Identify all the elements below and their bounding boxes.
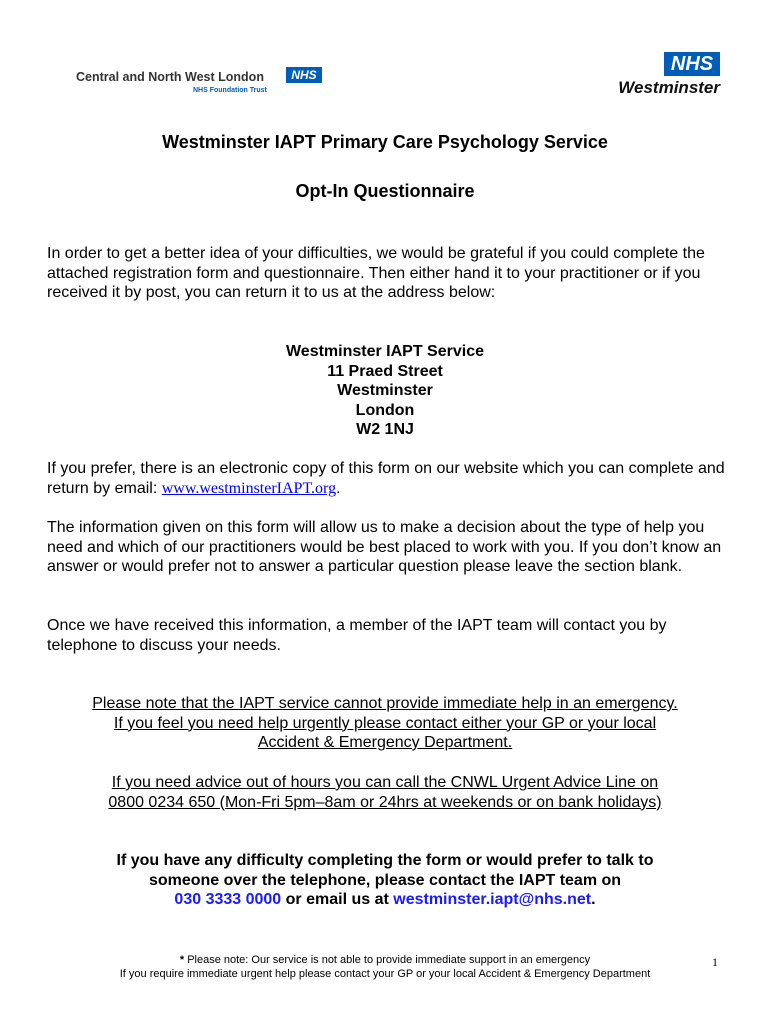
difficulty-contact-line xyxy=(0,890,770,910)
page-number: 1 xyxy=(712,955,718,969)
footer-line-1 xyxy=(0,953,770,967)
footer xyxy=(0,953,770,981)
page-title: Westminster IAPT Primary Care Psychology Service xyxy=(162,132,608,152)
cnwl-name: Central and North West London xyxy=(76,70,264,84)
info-paragraph: The information given on this form will allow us to make a decision about the type of help you need and which of our practitioners would be best placed to work with you. If you don’t know an answer or would prefer not to answer a particular question please leave the section blank. xyxy=(47,519,722,575)
difficulty-line: someone over the telephone, please contact the IAPT team on xyxy=(148,871,622,889)
difficulty-end: . xyxy=(591,891,596,908)
address-line: Westminster IAPT Service xyxy=(285,343,484,360)
emergency-line: Accident & Emergency Department. xyxy=(257,734,513,751)
footer-line-2: If you require immediate urgent help please contact your GP or your local Accident & Emergency Department xyxy=(119,968,651,980)
phone-number[interactable]: 030 3333 0000 xyxy=(174,891,282,908)
westminster-logo xyxy=(600,52,720,98)
difficulty-block xyxy=(0,851,770,910)
address-line: 11 Praed Street xyxy=(327,362,443,380)
emergency-note xyxy=(0,694,770,753)
cnwl-trust-label: NHS Foundation Trust xyxy=(193,87,267,94)
electronic-end: . xyxy=(336,479,341,497)
advice-note xyxy=(0,773,770,812)
cnwl-nhs-badge: NHS xyxy=(286,67,322,83)
difficulty-line: If you have any difficulty completing the form or would prefer to talk to xyxy=(116,852,654,869)
cnwl-logo xyxy=(76,68,317,94)
website-link[interactable]: www.westminsterIAPT.org xyxy=(161,479,337,497)
contact-paragraph: Once we have received this information, a member of the IAPT team will contact you by telephone to discuss your needs. xyxy=(47,617,667,654)
westminster-nhs-badge: NHS xyxy=(664,52,720,76)
address-block xyxy=(0,342,770,440)
email-address[interactable]: westminster.iapt@nhs.net xyxy=(393,891,592,908)
electronic-paragraph xyxy=(47,459,727,498)
westminster-logo-name: Westminster xyxy=(618,78,720,97)
page-subtitle: Opt-In Questionnaire xyxy=(295,181,475,201)
intro-paragraph: In order to get a better idea of your difficulties, we would be grateful if you could complete the attached registration form and questionnaire. Then either hand it to your practitioner or if you received it by post, you can return it to us at the address below: xyxy=(47,245,705,301)
address-line: W2 1NJ xyxy=(356,421,414,438)
electronic-text: If you prefer, there is an electronic copy of this form on our website which you can complete and return by email: xyxy=(47,460,725,497)
difficulty-mid: or email us at xyxy=(281,891,394,908)
advice-line: 0800 0234 650 (Mon-Fri 5pm–8am or 24hrs at weekends or on bank holidays) xyxy=(108,793,662,811)
emergency-line: Please note that the IAPT service cannot provide immediate help in an emergency. xyxy=(92,695,678,712)
emergency-line: If you feel you need help urgently please contact either your GP or your local xyxy=(113,714,657,732)
footer-star: * xyxy=(179,954,185,966)
address-line: Westminster xyxy=(337,382,433,399)
footer-text-1: Please note: Our service is not able to provide immediate support in an emergency xyxy=(184,954,591,966)
address-line: London xyxy=(355,401,415,419)
advice-line: If you need advice out of hours you can call the CNWL Urgent Advice Line on xyxy=(111,774,659,791)
